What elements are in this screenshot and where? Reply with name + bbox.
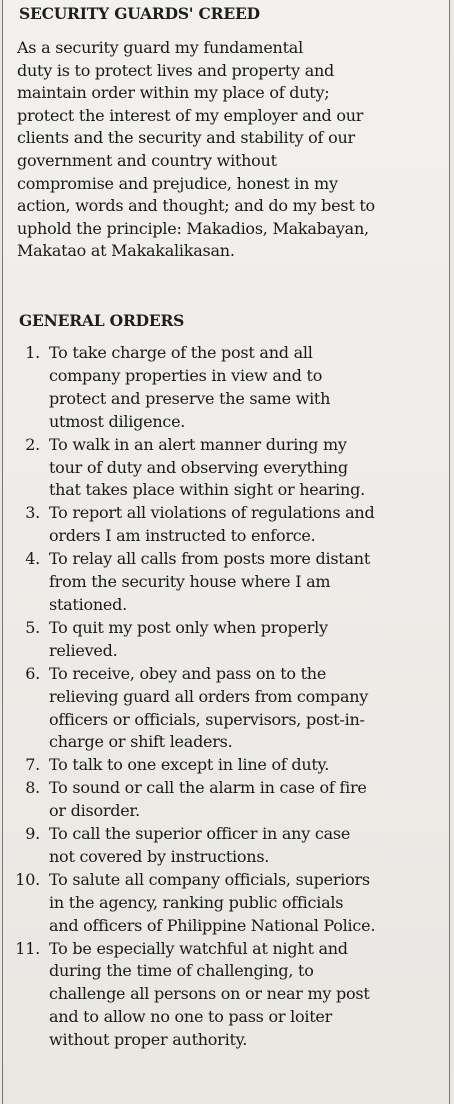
- order-number: 1.: [25, 343, 40, 362]
- order-text: To salute all company officials, superiors in the agency, ranking public officials and officers of Philippine National Police.: [49, 869, 376, 935]
- order-item: [3, 548, 451, 617]
- order-item: [3, 502, 451, 548]
- order-item: [3, 777, 451, 823]
- order-text: To talk to one except in line of duty.: [49, 755, 330, 775]
- order-number: 2.: [25, 434, 40, 454]
- order-item: [3, 434, 451, 503]
- order-number: 3.: [25, 503, 40, 523]
- order-number: 11.: [15, 938, 40, 958]
- document-page: [2, 0, 450, 1104]
- order-text: To sound or call the alarm in case of fire or disorder.: [49, 778, 367, 821]
- order-item: [3, 754, 451, 777]
- order-text: To call the superior officer in any case not covered by instructions.: [49, 824, 351, 866]
- order-item: [3, 663, 451, 755]
- order-text: To receive, obey and pass on to the relieving guard all orders from company officers or officials, supervisors, post-in- charge or shift leaders.: [49, 663, 369, 752]
- creed-title: SECURITY GUARDS' CREED: [19, 4, 260, 23]
- creed-paragraph: As a security guard my fundamental duty is to protect lives and property and maintain order within my place of duty; protect the interest of my employer and our clients and the security and stability of our government and country without compromise and prejudice, honest in my action, words and thought; and do my best to uphold the principle: Makadios, Makabayan, Makatao at Makakalikasan.: [17, 38, 375, 261]
- general-orders-title: GENERAL ORDERS: [19, 311, 185, 330]
- order-number: 5.: [25, 617, 40, 637]
- order-number: 7.: [25, 755, 40, 775]
- order-text: To relay all calls from posts more distant from the security house where I am stationed.: [49, 549, 370, 614]
- order-item: [3, 869, 451, 938]
- order-number: 8.: [25, 778, 40, 798]
- order-number: 6.: [25, 663, 40, 683]
- order-text: To report all violations of regulations and orders I am instructed to enforce.: [49, 503, 375, 546]
- order-text: To take charge of the post and all company properties in view and to protect and preserve the same with utmost diligence.: [49, 343, 331, 431]
- order-text: To quit my post only when properly relieved.: [49, 617, 328, 660]
- order-number: 9.: [25, 824, 40, 844]
- order-item: [3, 342, 451, 434]
- general-orders-list: [3, 342, 451, 1052]
- order-item: [3, 823, 451, 869]
- order-item: [3, 938, 451, 1053]
- order-number: 4.: [25, 549, 40, 569]
- order-text: To be especially watchful at night and during the time of challenging, to challenge all persons on or near my post and to allow no one to pass or loiter without proper authority.: [49, 938, 370, 1050]
- order-item: [3, 617, 451, 663]
- order-number: 10.: [15, 869, 40, 889]
- order-text: To walk in an alert manner during my tour of duty and observing everything that takes place within sight or hearing.: [49, 434, 365, 500]
